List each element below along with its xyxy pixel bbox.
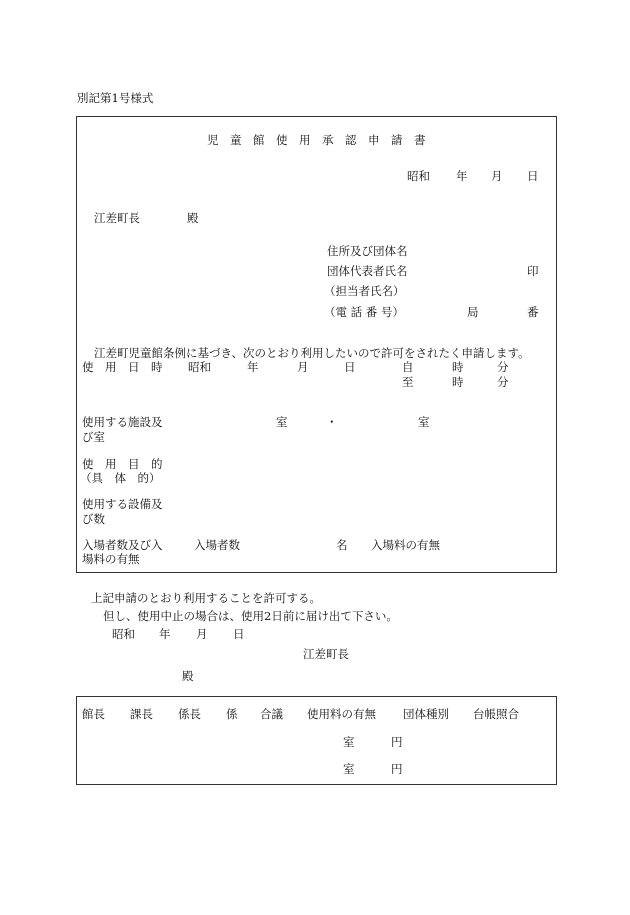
- usage-datetime-label: 使 用 日 時: [82, 360, 163, 374]
- approval-issuer: 江差町長: [303, 647, 349, 661]
- purpose-label-line1: 使 用 目 的: [82, 457, 163, 471]
- usage-from-minute: 分: [497, 360, 509, 374]
- date-year: 年: [456, 169, 468, 183]
- date-month: 月: [491, 169, 503, 183]
- phone-label: （電 話 番 号）: [324, 305, 404, 319]
- address-label: 住所及び団体名: [327, 244, 408, 258]
- attendance-count-unit: 名: [336, 538, 348, 552]
- request-text: 江差町児童館条例に基づき、次のとおり利用したいので許可をされたく申請します。: [94, 346, 530, 360]
- usage-to-minute: 分: [497, 375, 509, 389]
- seal-mark: 印: [527, 264, 539, 278]
- equipment-label-line1: 使用する設備及: [82, 497, 163, 511]
- phone-number: 番: [527, 305, 539, 319]
- form-number: 別記第1号様式: [77, 91, 154, 105]
- equipment-label-line2: び数: [82, 512, 105, 526]
- phone-exchange: 局: [467, 305, 479, 319]
- facility-room-1: 室: [276, 415, 288, 429]
- office-col-staff: 係: [226, 707, 238, 721]
- approval-honorific: 殿: [182, 669, 194, 683]
- representative-label: 団体代表者氏名: [327, 264, 408, 278]
- facility-label-line1: 使用する施設及: [82, 415, 163, 429]
- approval-date-year: 年: [159, 627, 171, 641]
- date-day: 日: [527, 169, 539, 183]
- office-col-group-type: 団体種別: [403, 707, 449, 721]
- addressee: 江差町長: [94, 211, 140, 225]
- attendance-count-label: 入場者数: [194, 538, 240, 552]
- office-col-director: 館長: [82, 707, 105, 721]
- approval-statement: 上記申請のとおり利用することを許可する。: [91, 591, 321, 605]
- usage-era: 昭和: [188, 360, 211, 374]
- office-col-subsection-chief: 係長: [178, 707, 201, 721]
- attendance-label-line1: 入場者数及び入: [82, 538, 163, 552]
- form-title: 児 童 館 使 用 承 認 申 請 書: [207, 133, 426, 147]
- usage-year: 年: [247, 360, 259, 374]
- attendance-label-line2: 場料の有無: [82, 552, 140, 566]
- facility-label-line2: び室: [82, 430, 105, 444]
- approval-note: 但し、使用中止の場合は、使用2日前に届け出て下さい。: [103, 609, 398, 623]
- approval-date-month: 月: [196, 627, 208, 641]
- purpose-label-line2: （具 体 的）: [80, 471, 161, 485]
- office-room-2: 室: [343, 762, 355, 776]
- approval-date-day: 日: [233, 627, 245, 641]
- contact-person-label: （担当者氏名）: [324, 284, 405, 298]
- office-col-fee: 使用料の有無: [307, 707, 376, 721]
- attendance-fee-label: 入場料の有無: [371, 538, 440, 552]
- usage-from: 自: [402, 360, 414, 374]
- usage-month: 月: [297, 360, 309, 374]
- usage-day: 日: [344, 360, 356, 374]
- office-col-consultation: 合議: [260, 707, 283, 721]
- facility-room-2: 室: [418, 415, 430, 429]
- office-col-ledger-check: 台帳照合: [473, 707, 519, 721]
- usage-to: 至: [402, 375, 414, 389]
- approval-date-era: 昭和: [112, 627, 135, 641]
- usage-to-hour: 時: [452, 375, 464, 389]
- facility-separator: ・: [326, 415, 338, 429]
- office-room-1: 室: [343, 735, 355, 749]
- office-col-section-chief: 課長: [130, 707, 153, 721]
- office-yen-1: 円: [391, 735, 403, 749]
- date-era: 昭和: [407, 169, 430, 183]
- usage-from-hour: 時: [452, 360, 464, 374]
- addressee-honorific: 殿: [187, 211, 199, 225]
- office-yen-2: 円: [391, 762, 403, 776]
